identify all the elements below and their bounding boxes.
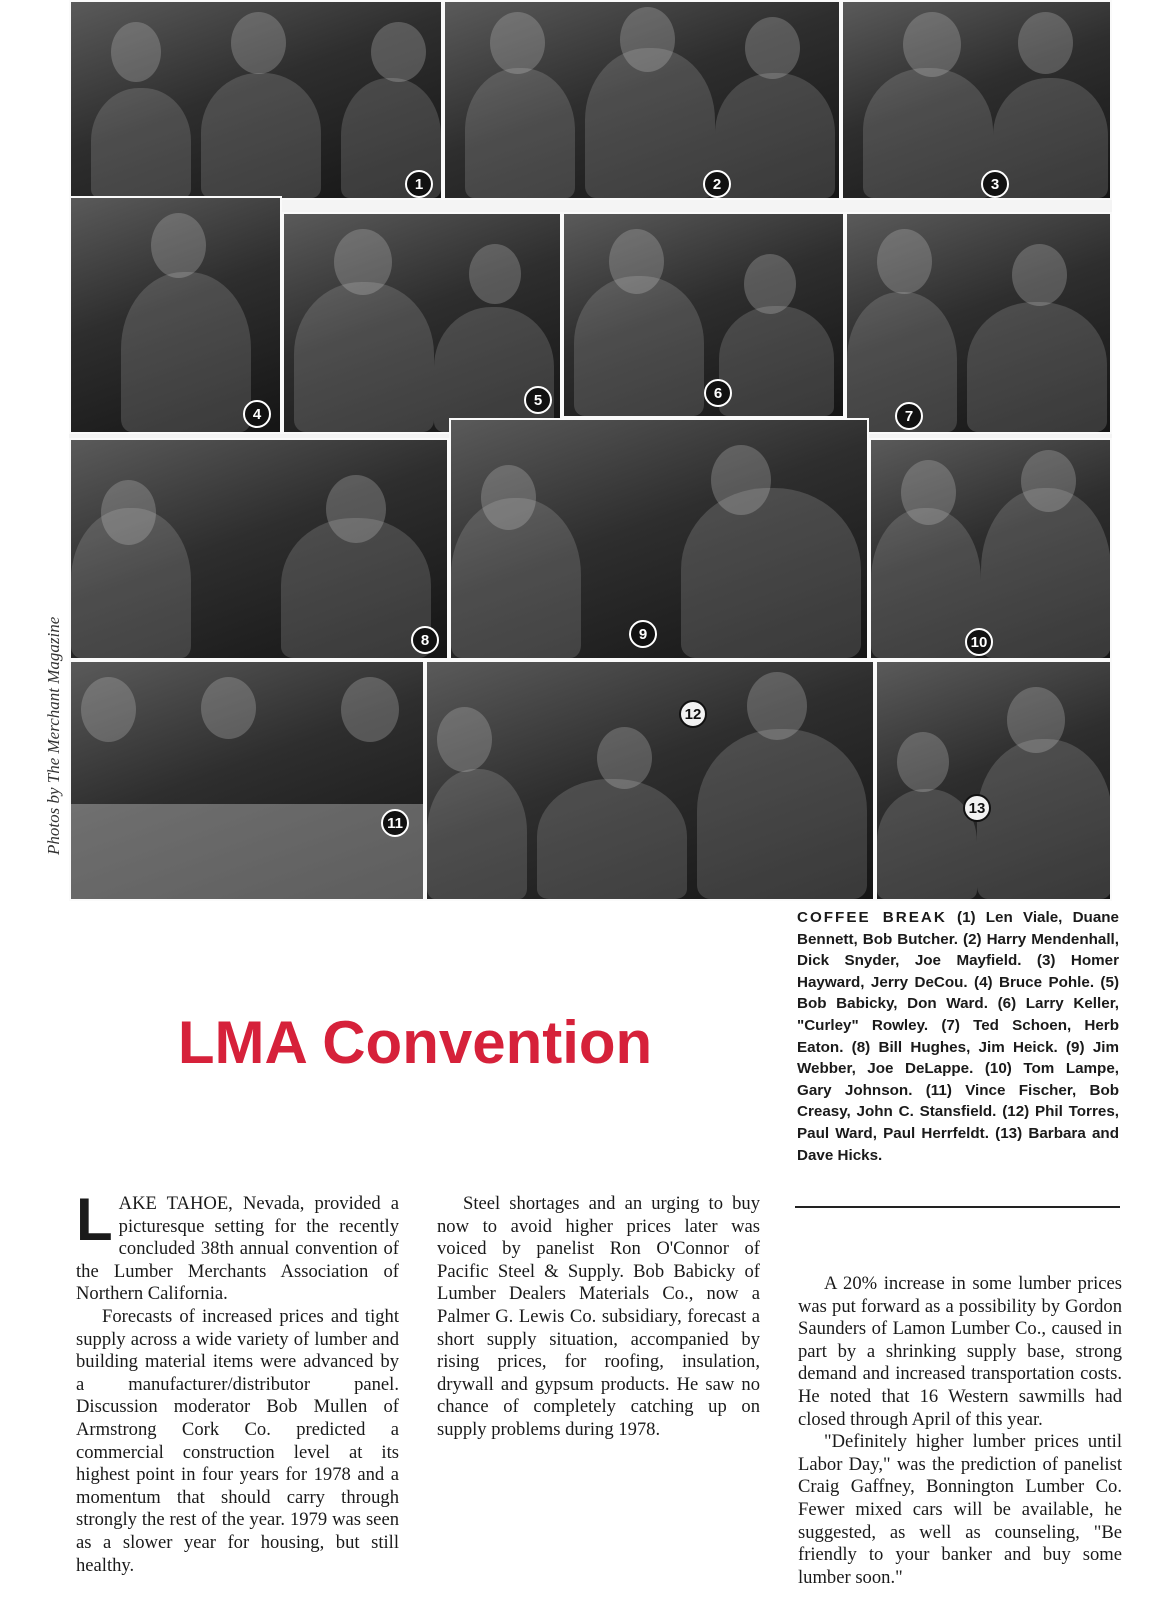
photo-2 — [443, 0, 841, 200]
article-paragraph-3: Steel shortages and an urging to buy now to avoid higher prices later was voiced by panelist Ron O'Connor of Pacific Steel & Supply. Bob Babicky of Lumber Dealers Materials Co., now a Palmer G. Lewis Co. subsidiary, forecast a short supply situation, accompanied by rising prices, for roofing, insulation, drywall and gypsum products. He saw no chance of completely catching up on supply problems during 1978. — [437, 1193, 760, 1440]
photo-number-badge: 12 — [679, 700, 707, 728]
photo-number-badge: 5 — [524, 386, 552, 414]
photo-12 — [425, 660, 875, 901]
photo-number-badge: 4 — [243, 400, 271, 428]
photo-6 — [562, 212, 845, 418]
photo-4 — [69, 196, 282, 434]
article-title: LMA Convention — [177, 1009, 653, 1076]
drop-cap: L — [76, 1186, 113, 1253]
photo-8 — [69, 438, 449, 660]
photo-number-badge: 10 — [965, 628, 993, 656]
photo-collage — [69, 0, 1112, 901]
photo-10 — [869, 438, 1112, 660]
divider — [795, 1206, 1120, 1208]
caption-text: (1) Len Viale, Duane Bennett, Bob Butcher. (2) Harry Mendenhall, Dick Snyder, Joe Mayfield. (3) Homer Hayward, Jerry DeCou. (4) Bruce Pohle. (5) Bob Babicky, Don Ward. (6) Larry Keller, "Curley" Rowley. (7) Ted Schoen, Herb Eaton. (8) Bill Hughes, Jim Heick. (9) Jim Webber, Joe DeLappe. (10) Tom Lampe, Gary Johnson. (11) Vince Fischer, Bob Creasy, John C. Stansfield. (12) Phil Torres, Paul Ward, Paul Herrfeldt. (13) Barbara and Dave Hicks. — [797, 909, 1120, 1164]
photo-1 — [69, 0, 443, 200]
article-paragraph-2: Forecasts of increased prices and tight supply across a wide variety of lumber and building material items were advanced by a manufacturer/distributor panel. Discussion moderator Bob Mullen of Armstrong Cork Co. predicted a commercial construction level at its highest point in four years for 1978 and a momentum that should carry through strongly the rest of the year. 1979 was seen as a slower year for housing, but still healthy. — [76, 1305, 399, 1576]
photo-number-badge: 11 — [381, 809, 409, 837]
photo-number-badge: 9 — [629, 620, 657, 648]
article-column-2 — [437, 1193, 760, 1442]
photo-number-badge: 8 — [411, 626, 439, 654]
photo-number-badge: 13 — [963, 794, 991, 822]
photo-5 — [282, 212, 562, 434]
photo-number-badge: 2 — [703, 170, 731, 198]
caption-lead: COFFEE BREAK — [797, 909, 947, 926]
photo-11 — [69, 660, 425, 901]
photo-number-badge: 6 — [704, 379, 732, 407]
article-paragraph-5: "Definitely higher lumber prices until Labor Day," was the prediction of panelist Craig Gaffney, Bonnington Lumber Co. Fewer mixed cars will be available, he suggested, as well as counseling, "Be friendly to your banker and buy some lumber soon." — [798, 1431, 1122, 1588]
photo-13 — [875, 660, 1112, 901]
photo-3 — [841, 0, 1112, 200]
photo-number-badge: 7 — [895, 402, 923, 430]
photo-7 — [845, 212, 1112, 434]
photo-9 — [449, 418, 869, 660]
article-paragraph-4: A 20% increase in some lumber prices was put forward as a possibility by Gordon Saunders of Lamon Lumber Co., caused in part by a shrinking supply base, strong demand and increased transportation costs. He noted that 16 Western sawmills had closed through April of this year. — [798, 1273, 1122, 1430]
article-column-3 — [798, 1273, 1122, 1589]
photo-credit: Photos by The Merchant Magazine — [44, 616, 63, 855]
photo-number-badge: 3 — [981, 170, 1009, 198]
article-paragraph-1: AKE TAHOE, Nevada, provided a picturesque setting for the recently concluded 38th annual convention of the Lumber Merchants Association of Northern California. — [76, 1193, 399, 1305]
photo-caption — [797, 907, 1119, 1166]
article-column-1 — [76, 1186, 399, 1577]
photo-number-badge: 1 — [405, 170, 433, 198]
